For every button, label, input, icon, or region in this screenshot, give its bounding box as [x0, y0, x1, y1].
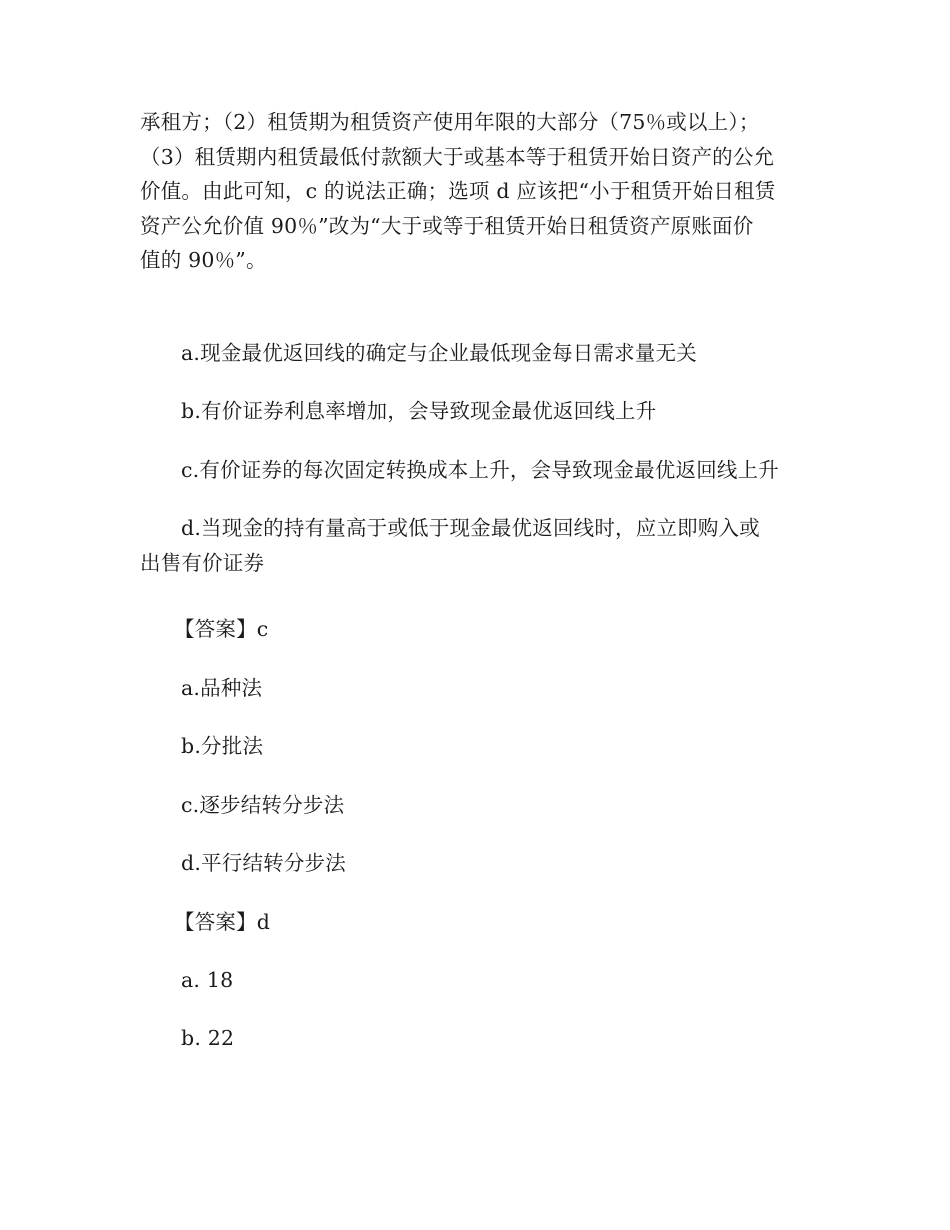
explanation-paragraph — [140, 105, 820, 278]
explanation-line: 价值。由此可知，c 的说法正确；选项 d 应该把“小于租赁开始日租赁 — [140, 179, 776, 203]
q3-option-a — [140, 963, 820, 998]
option-text-continued: 出售有价证券 — [140, 551, 265, 575]
q2-option-b — [140, 729, 820, 764]
explanation-line: 资产公允价值 90％”改为“大于或等于租赁开始日租赁资产原账面价 — [140, 213, 754, 238]
option-text: c.逐步结转分步法 — [181, 793, 345, 817]
option-text: a. 18 — [181, 968, 234, 992]
explanation-line: 值的 90％”。 — [140, 248, 267, 272]
q1-option-d — [140, 511, 820, 581]
option-text: a.现金最优返回线的确定与企业最低现金每日需求量无关 — [181, 341, 697, 365]
q1-answer — [140, 612, 820, 647]
q3-option-b — [140, 1021, 820, 1056]
option-text: c.有价证券的每次固定转换成本上升，会导致现金最优返回线上升 — [181, 458, 779, 482]
q2-option-d — [140, 846, 820, 881]
option-text: d.当现金的持有量高于或低于现金最优返回线时，应立即购入或 — [181, 516, 760, 540]
q1-option-c — [140, 453, 820, 488]
option-text: d.平行结转分步法 — [181, 851, 346, 875]
q1-option-b — [140, 394, 820, 429]
option-text: b. 22 — [181, 1026, 235, 1050]
option-text: b.有价证券利息率增加，会导致现金最优返回线上升 — [181, 399, 657, 423]
option-text: a.品种法 — [181, 676, 263, 700]
q1-option-a — [140, 336, 820, 371]
explanation-line: 承租方；（2）租赁期为租赁资产使用年限的大部分（75％或以上）； — [140, 110, 760, 134]
q2-option-c — [140, 788, 820, 823]
q2-option-a — [140, 671, 820, 706]
answer-text: 【答案】c — [174, 617, 269, 641]
option-text: b.分批法 — [181, 734, 264, 758]
q2-answer — [140, 905, 820, 940]
answer-text: 【答案】d — [174, 910, 271, 934]
explanation-line: （3）租赁期内租赁最低付款额大于或基本等于租赁开始日资产的公允 — [140, 144, 775, 169]
